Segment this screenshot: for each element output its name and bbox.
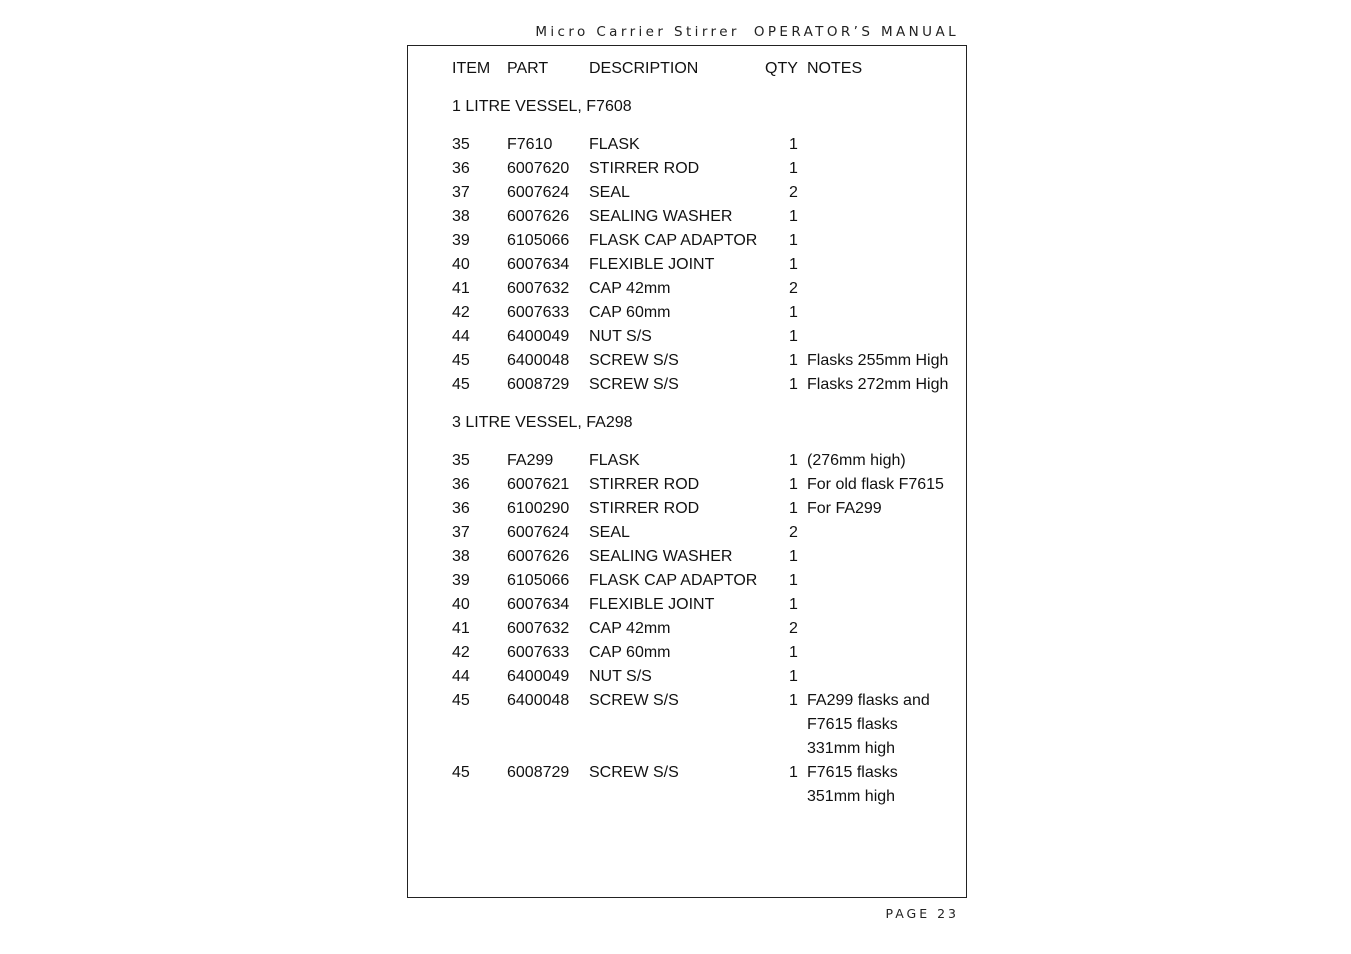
part-description: CAP 60mm — [589, 644, 671, 661]
quantity: 1 — [789, 452, 798, 469]
item-number: 45 — [452, 764, 470, 781]
part-description: FLASK — [589, 452, 640, 469]
part-row — [408, 158, 966, 182]
part-row — [408, 666, 966, 690]
item-number: 44 — [452, 328, 470, 345]
item-number: 36 — [452, 500, 470, 517]
part-description: SEAL — [589, 524, 630, 541]
item-number: 45 — [452, 376, 470, 393]
part-description: STIRRER ROD — [589, 476, 700, 493]
manual-type-title: OPERATOR’S MANUAL — [753, 24, 959, 40]
part-number: 6007634 — [507, 256, 570, 273]
part-row — [408, 618, 966, 642]
part-note: 351mm high — [807, 788, 896, 805]
quantity: 1 — [789, 352, 798, 369]
part-row — [408, 474, 966, 498]
part-description: STIRRER ROD — [589, 160, 700, 177]
part-number: 6100290 — [507, 500, 570, 517]
part-row — [408, 350, 966, 374]
part-note: Flasks 255mm High — [807, 352, 949, 369]
part-row — [408, 230, 966, 254]
item-number: 39 — [452, 232, 470, 249]
part-description: FLASK — [589, 136, 640, 153]
quantity: 1 — [789, 208, 798, 225]
column-header-item: ITEM — [452, 60, 491, 77]
part-description: SEALING WASHER — [589, 208, 733, 225]
item-number: 42 — [452, 304, 470, 321]
part-description: FLEXIBLE JOINT — [589, 596, 715, 613]
part-description: SCREW S/S — [589, 764, 679, 781]
column-header-row — [408, 58, 966, 82]
quantity: 1 — [789, 572, 798, 589]
quantity: 1 — [789, 764, 798, 781]
part-note: For FA299 — [807, 500, 882, 517]
part-description: SCREW S/S — [589, 376, 679, 393]
part-description: SCREW S/S — [589, 352, 679, 369]
quantity: 1 — [789, 500, 798, 517]
item-number: 41 — [452, 620, 470, 637]
quantity: 1 — [789, 476, 798, 493]
part-row — [408, 374, 966, 398]
part-row — [408, 522, 966, 546]
part-description: NUT S/S — [589, 668, 652, 685]
part-description: FLASK CAP ADAPTOR — [589, 572, 758, 589]
part-number: 6007620 — [507, 160, 570, 177]
part-number: 6007633 — [507, 304, 570, 321]
part-row — [408, 450, 966, 474]
part-number: 6400048 — [507, 692, 570, 709]
quantity: 1 — [789, 644, 798, 661]
manual-product-title: Micro Carrier Stirrer — [535, 24, 740, 40]
part-row — [408, 498, 966, 522]
item-number: 40 — [452, 256, 470, 273]
page-number: PAGE 23 — [885, 906, 959, 921]
item-number: 44 — [452, 668, 470, 685]
part-description: SEAL — [589, 184, 630, 201]
part-row — [408, 206, 966, 230]
part-number: FA299 — [507, 452, 554, 469]
quantity: 2 — [789, 280, 798, 297]
part-note: Flasks 272mm High — [807, 376, 949, 393]
item-number: 45 — [452, 692, 470, 709]
item-number: 37 — [452, 184, 470, 201]
part-note: F7615 flasks — [807, 716, 898, 733]
column-header-description: DESCRIPTION — [589, 60, 699, 77]
part-number: 6007634 — [507, 596, 570, 613]
part-row — [408, 690, 966, 757]
part-row — [408, 278, 966, 302]
quantity: 1 — [789, 692, 798, 709]
item-number: 40 — [452, 596, 470, 613]
section-title: 3 LITRE VESSEL, FA298 — [452, 414, 633, 431]
part-number: 6007632 — [507, 280, 570, 297]
part-number: 6105066 — [507, 572, 570, 589]
item-number: 41 — [452, 280, 470, 297]
part-note: For old flask F7615 — [807, 476, 944, 493]
part-number: 6008729 — [507, 376, 570, 393]
item-number: 36 — [452, 476, 470, 493]
part-row — [408, 594, 966, 618]
part-number: 6400048 — [507, 352, 570, 369]
part-note: 331mm high — [807, 740, 896, 757]
part-note: F7615 flasks — [807, 764, 898, 781]
part-description: CAP 42mm — [589, 280, 671, 297]
quantity: 1 — [789, 232, 798, 249]
column-header-part: PART — [507, 60, 549, 77]
part-row — [408, 326, 966, 350]
quantity: 1 — [789, 256, 798, 273]
part-number: 6007621 — [507, 476, 570, 493]
part-row — [408, 182, 966, 206]
part-row — [408, 546, 966, 570]
item-number: 37 — [452, 524, 470, 541]
quantity: 1 — [789, 160, 798, 177]
quantity: 1 — [789, 376, 798, 393]
part-description: SEALING WASHER — [589, 548, 733, 565]
part-description: NUT S/S — [589, 328, 652, 345]
part-row — [408, 134, 966, 158]
part-note: (276mm high) — [807, 452, 906, 469]
part-note: FA299 flasks and — [807, 692, 930, 709]
item-number: 35 — [452, 136, 470, 153]
part-number: 6400049 — [507, 668, 570, 685]
part-number: 6007626 — [507, 208, 570, 225]
part-number: 6105066 — [507, 232, 570, 249]
part-description: SCREW S/S — [589, 692, 679, 709]
part-number: 6007624 — [507, 524, 570, 541]
quantity: 2 — [789, 184, 798, 201]
quantity: 2 — [789, 620, 798, 637]
quantity: 2 — [789, 524, 798, 541]
quantity: 1 — [789, 304, 798, 321]
part-description: FLASK CAP ADAPTOR — [589, 232, 758, 249]
column-header-qty: QTY — [765, 60, 798, 77]
part-row — [408, 254, 966, 278]
quantity: 1 — [789, 548, 798, 565]
item-number: 36 — [452, 160, 470, 177]
column-header-notes: NOTES — [807, 60, 863, 77]
item-number: 38 — [452, 548, 470, 565]
part-description: CAP 42mm — [589, 620, 671, 637]
running-header — [535, 24, 959, 40]
item-number: 35 — [452, 452, 470, 469]
part-description: CAP 60mm — [589, 304, 671, 321]
quantity: 1 — [789, 596, 798, 613]
quantity: 1 — [789, 136, 798, 153]
part-row — [408, 642, 966, 666]
part-row — [408, 570, 966, 594]
part-number: 6400049 — [507, 328, 570, 345]
part-row — [408, 762, 966, 805]
section-title: 1 LITRE VESSEL, F7608 — [452, 98, 632, 115]
part-description: FLEXIBLE JOINT — [589, 256, 715, 273]
part-number: 6007633 — [507, 644, 570, 661]
parts-list-frame — [407, 45, 967, 898]
part-number: 6007632 — [507, 620, 570, 637]
part-number: 6008729 — [507, 764, 570, 781]
item-number: 39 — [452, 572, 470, 589]
part-row — [408, 302, 966, 326]
item-number: 38 — [452, 208, 470, 225]
part-description: STIRRER ROD — [589, 500, 700, 517]
part-number: F7610 — [507, 136, 553, 153]
item-number: 42 — [452, 644, 470, 661]
quantity: 1 — [789, 668, 798, 685]
part-number: 6007624 — [507, 184, 570, 201]
quantity: 1 — [789, 328, 798, 345]
part-number: 6007626 — [507, 548, 570, 565]
item-number: 45 — [452, 352, 470, 369]
